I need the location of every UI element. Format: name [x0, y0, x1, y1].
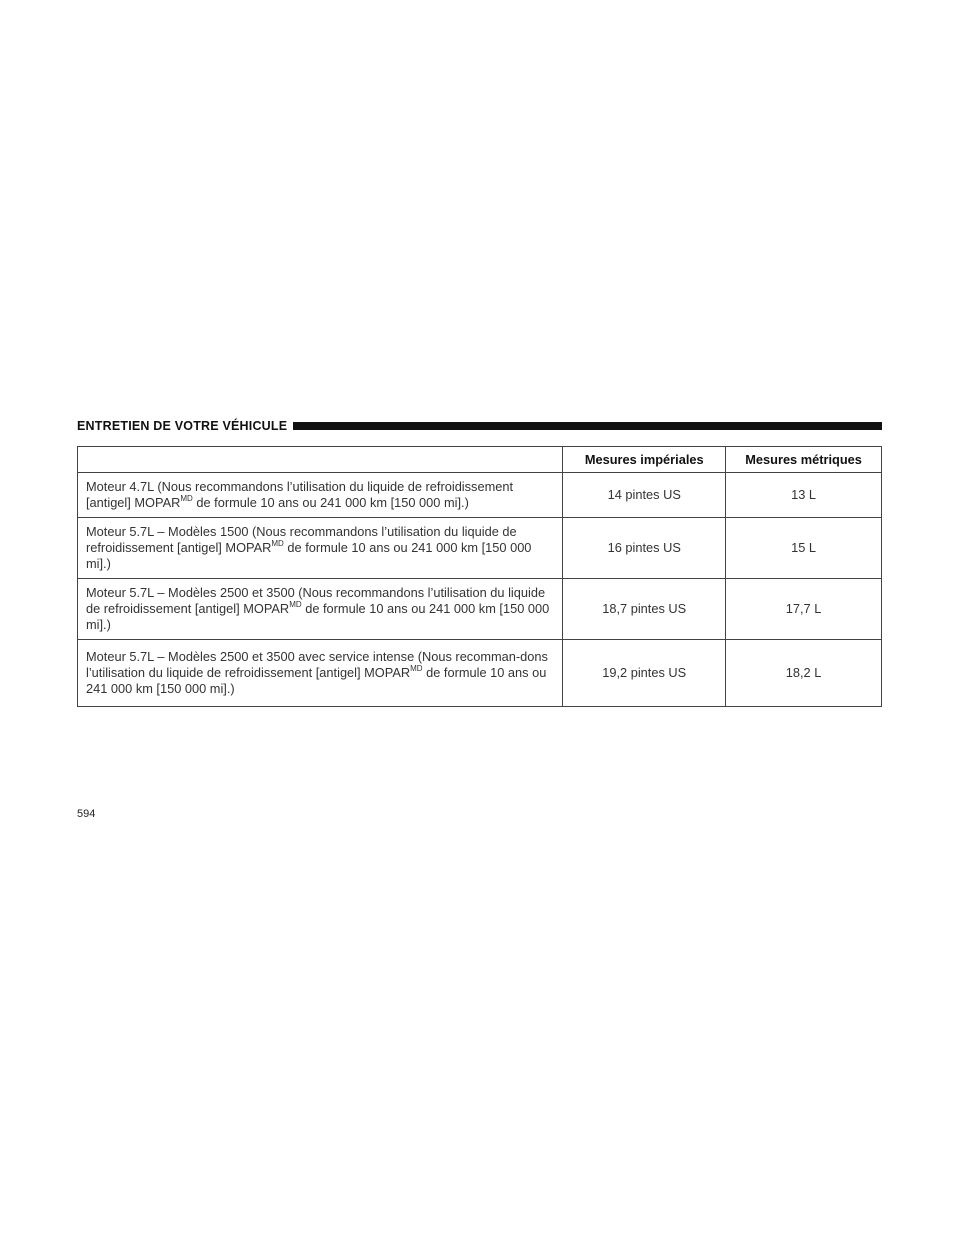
metric-value: 13 L [726, 473, 882, 518]
metric-value: 18,2 L [726, 640, 882, 707]
coolant-capacity-table [77, 446, 882, 707]
section-title: ENTRETIEN DE VOTRE VÉHICULE [77, 419, 288, 433]
column-header-description [78, 447, 563, 473]
row-description [78, 579, 563, 640]
table-row [78, 473, 882, 518]
column-header-imperial: Mesures impériales [563, 447, 726, 473]
imperial-value: 14 pintes US [563, 473, 726, 518]
row-description [78, 640, 563, 707]
description-text-continued: de formule 10 ans ou 241 000 km [150 000 mi].) [196, 495, 469, 510]
table-row [78, 640, 882, 707]
description-text: Moteur 5.7L – Modèles 2500 et 3500 avec service intense (Nous recomman-dons l’utilisation du liquide de refroidissement [antigel] MOPAR [86, 649, 548, 680]
imperial-value: 16 pintes US [563, 518, 726, 579]
description-text-continued: de formule 10 ans ou 241 000 km [150 000 mi].) [86, 540, 532, 571]
table-header-row [78, 447, 882, 473]
description-text-continued: de formule 10 ans ou 241 000 km [150 000 mi].) [86, 665, 547, 696]
imperial-value: 19,2 pintes US [563, 640, 726, 707]
column-header-metric: Mesures métriques [726, 447, 882, 473]
page-number: 594 [77, 808, 96, 820]
section-divider-bar [293, 422, 882, 430]
trademark-superscript: MD [289, 600, 302, 609]
description-text: Moteur 4.7L (Nous recommandons l’utilisation du liquide de refroidissement [antigel] MOPAR [86, 479, 514, 510]
table-row [78, 518, 882, 579]
row-description [78, 473, 563, 518]
metric-value: 15 L [726, 518, 882, 579]
section-header [77, 417, 882, 435]
description-text: Moteur 5.7L – Modèles 2500 et 3500 (Nous recommandons l’utilisation du liquide de refroidissement [antigel] MOPAR [86, 585, 546, 616]
description-text: Moteur 5.7L – Modèles 1500 (Nous recommandons l’utilisation du liquide de refroidissement [antigel] MOPAR [86, 524, 517, 555]
trademark-superscript: MD [180, 494, 193, 503]
metric-value: 17,7 L [726, 579, 882, 640]
table-row [78, 579, 882, 640]
description-text-continued: de formule 10 ans ou 241 000 km [150 000 mi].) [86, 601, 550, 632]
row-description [78, 518, 563, 579]
trademark-superscript: MD [271, 539, 284, 548]
trademark-superscript: MD [410, 664, 423, 673]
imperial-value: 18,7 pintes US [563, 579, 726, 640]
